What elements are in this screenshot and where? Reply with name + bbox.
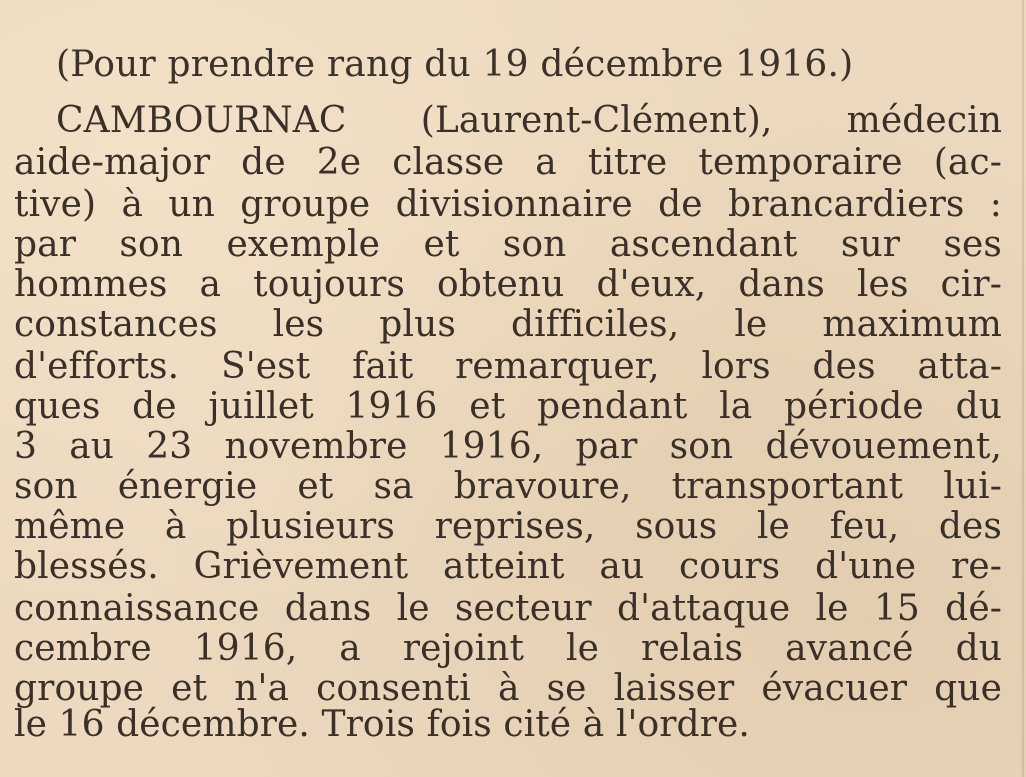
paper-fold-edge	[1021, 0, 1024, 777]
text-line-5: hommes a toujours obtenu d'eux, dans les cir-	[14, 264, 1002, 305]
text-line-13: connaissance dans le secteur d'attaque le 15 dé-	[14, 588, 1002, 629]
text-line-7: d'efforts. S'est fait remarquer, lors des atta-	[14, 346, 1002, 387]
text-line-6: constances les plus difficiles, le maximum	[14, 304, 1002, 345]
text-line-11: même à plusieurs reprises, sous le feu, des	[14, 506, 1002, 547]
citation-date-header: (Pour prendre rang du 19 décembre 1916.)	[56, 44, 854, 85]
text-line-3: tive) à un groupe divisionnaire de brancardiers :	[14, 184, 1002, 225]
text-line-4: par son exemple et son ascendant sur ses	[14, 224, 1002, 265]
text-line-8: ques de juillet 1916 et pendant la période du	[14, 386, 1002, 427]
text-line-10: son énergie et sa bravoure, transportant lui-	[14, 466, 1002, 507]
text-line-15: groupe et n'a consenti à se laisser évacuer que	[14, 668, 1002, 709]
text-line-1: CAMBOURNAC (Laurent-Clément), médecin	[56, 100, 1002, 141]
text-line-14: cembre 1916, a rejoint le relais avancé du	[14, 628, 1002, 669]
text-line-12: blessés. Grièvement atteint au cours d'une re-	[14, 546, 1002, 587]
text-line-16: le 16 décembre. Trois fois cité à l'ordre.	[14, 704, 750, 745]
text-line-2: aide-major de 2e classe a titre temporaire (ac-	[14, 142, 1002, 183]
text-line-9: 3 au 23 novembre 1916, par son dévouement,	[14, 426, 1002, 467]
